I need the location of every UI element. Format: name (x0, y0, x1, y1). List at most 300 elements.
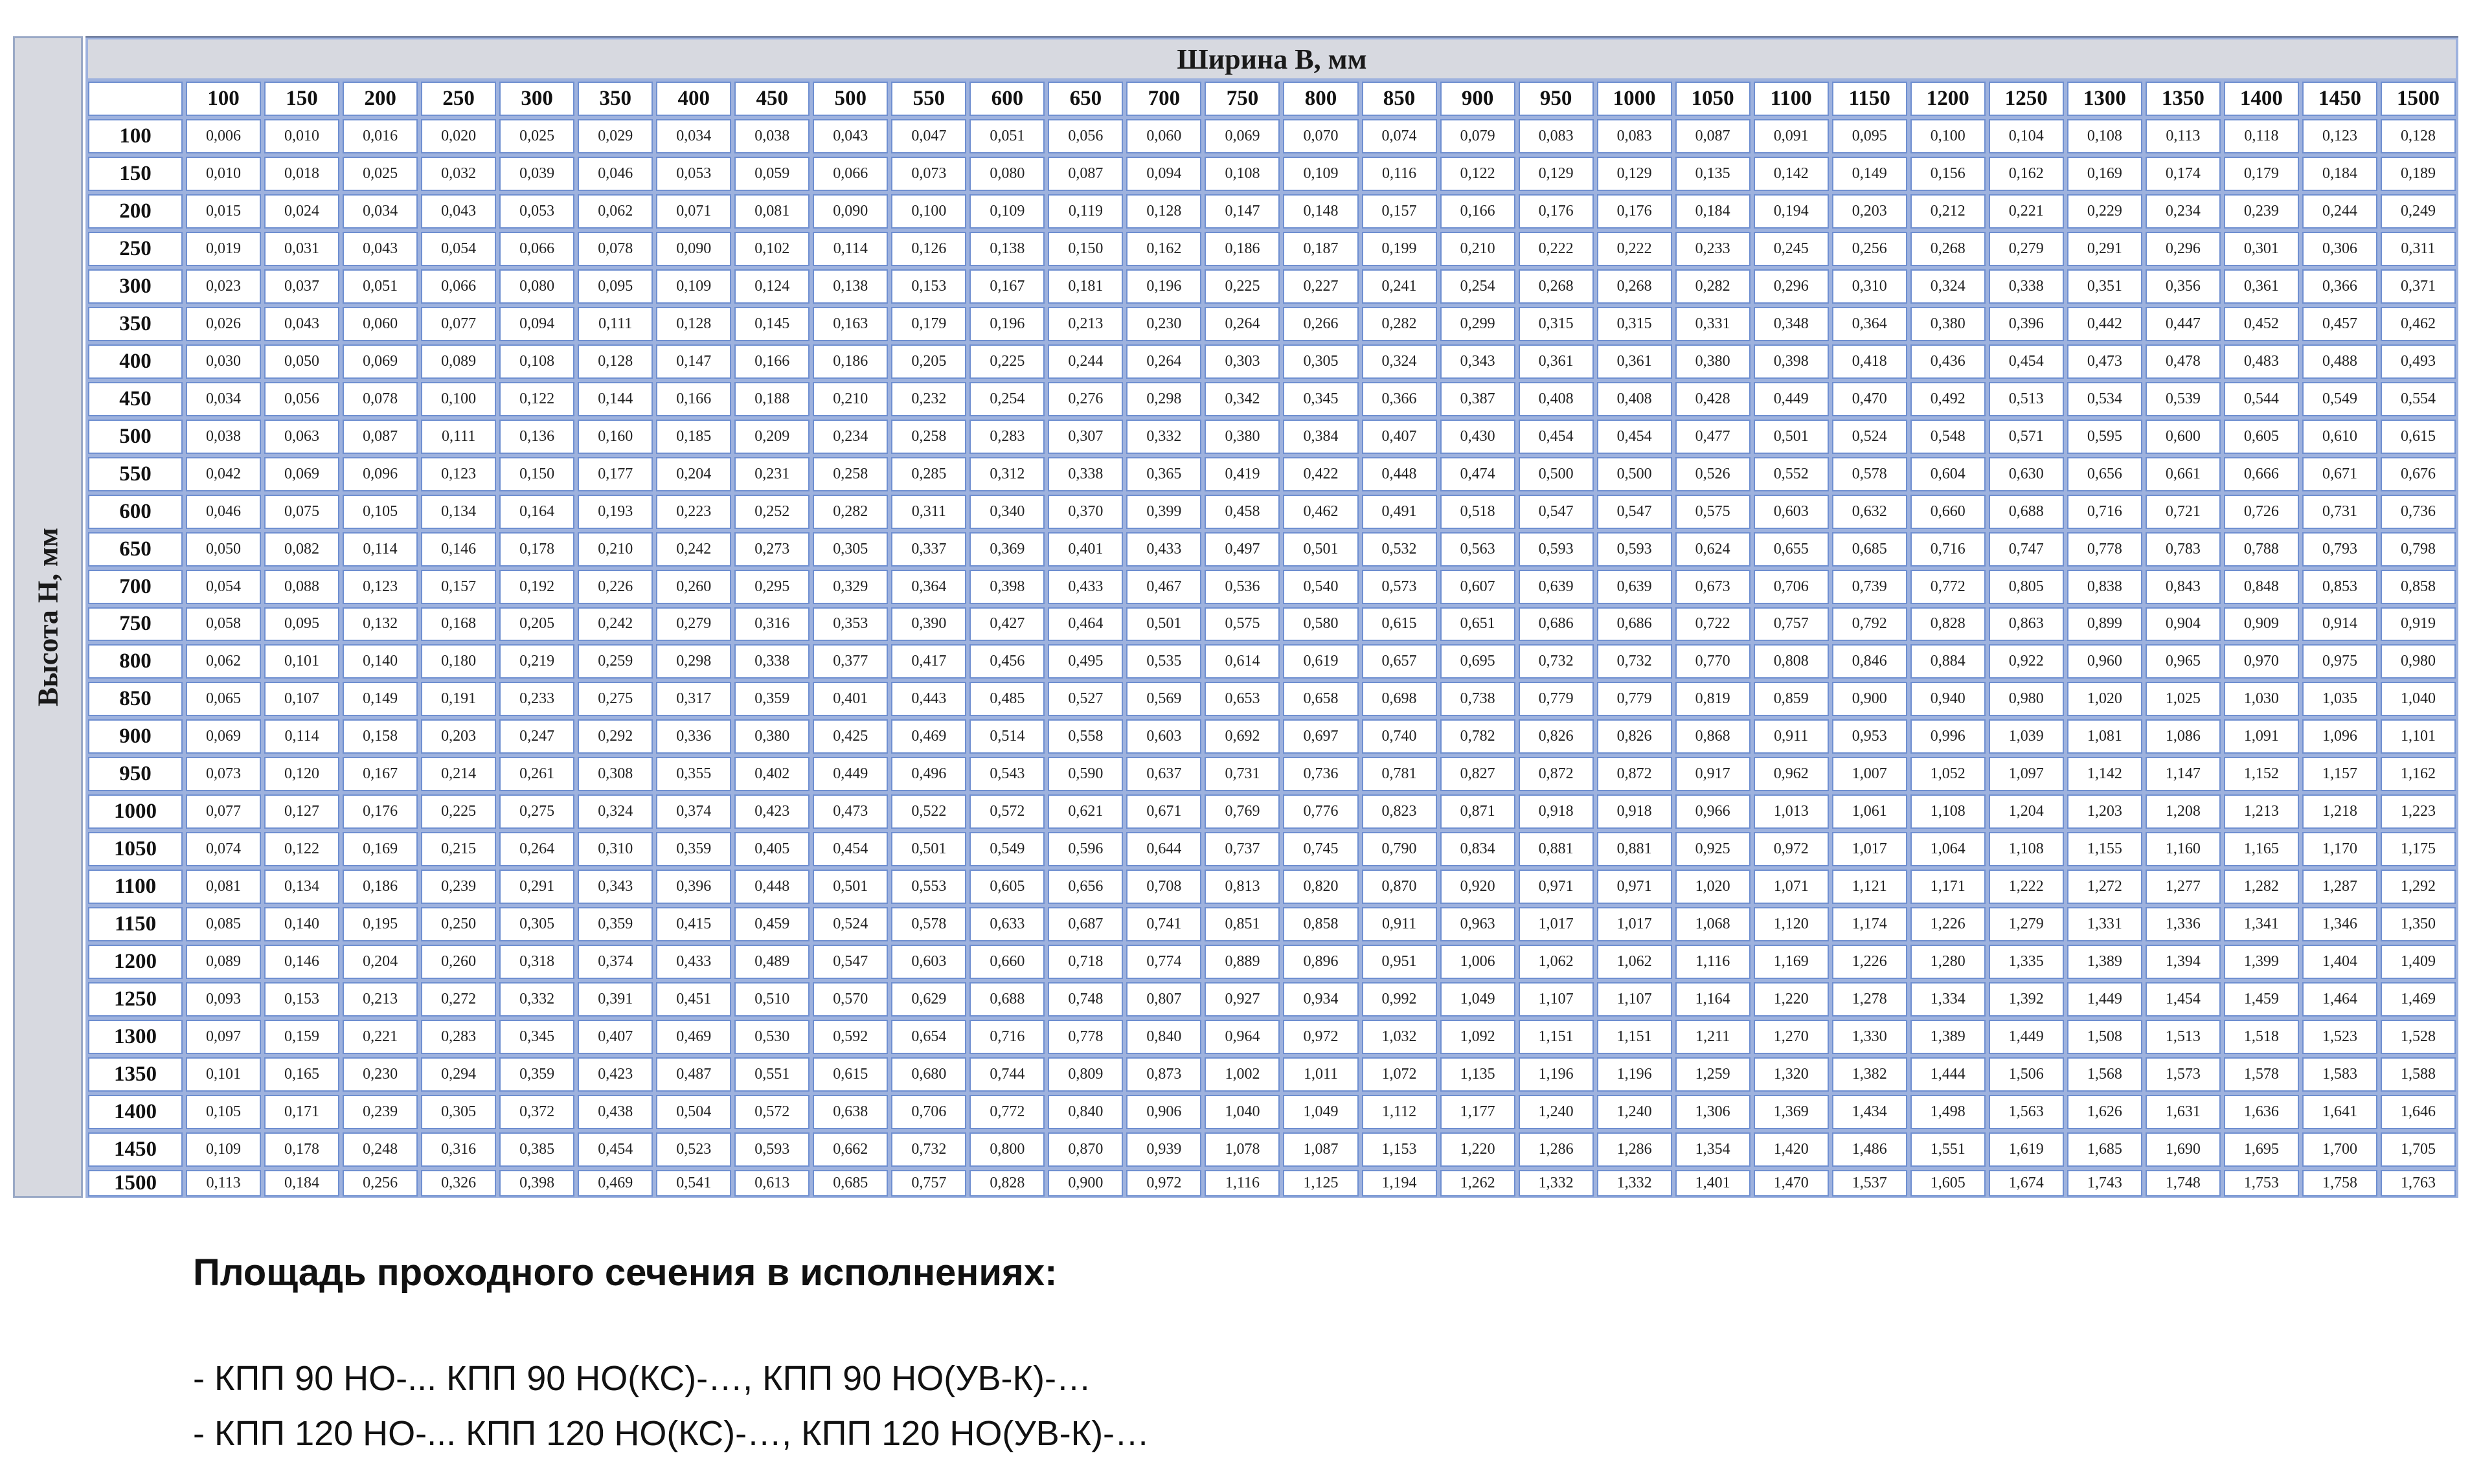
height-header-cell: 750 (88, 607, 183, 642)
area-value-cell: 0,073 (186, 757, 261, 791)
area-value-cell: 0,541 (656, 1170, 731, 1197)
area-value-cell: 0,966 (1675, 794, 1751, 829)
area-value-cell: 0,082 (264, 532, 339, 567)
area-value-cell: 0,029 (578, 119, 653, 153)
area-value-cell: 0,660 (969, 945, 1045, 979)
area-value-cell: 1,705 (2381, 1132, 2456, 1167)
area-value-cell: 0,644 (1126, 832, 1201, 866)
area-value-cell: 0,258 (891, 420, 966, 454)
area-value-cell: 0,089 (421, 344, 496, 379)
area-value-cell: 0,038 (186, 420, 261, 454)
area-value-cell: 0,971 (1519, 870, 1594, 904)
area-value-cell: 0,043 (421, 194, 496, 229)
area-value-cell: 1,039 (1989, 719, 2064, 754)
area-value-cell: 0,501 (1283, 532, 1358, 567)
area-value-cell: 0,655 (1754, 532, 1829, 567)
area-value-cell: 0,108 (499, 344, 574, 379)
area-value-cell: 0,090 (813, 194, 888, 229)
area-value-cell: 0,104 (1989, 119, 2064, 153)
area-value-cell: 0,592 (813, 1020, 888, 1054)
area-value-cell: 0,332 (1126, 420, 1201, 454)
area-value-cell: 0,738 (1440, 682, 1515, 716)
area-value-cell: 0,496 (891, 757, 966, 791)
area-value-cell: 1,078 (1205, 1132, 1280, 1167)
height-header-cell: 950 (88, 757, 183, 791)
area-value-cell: 0,359 (734, 682, 810, 716)
area-value-cell: 0,080 (499, 269, 574, 304)
area-value-cell: 0,095 (264, 607, 339, 642)
area-value-cell: 1,335 (1989, 945, 2064, 979)
area-value-cell: 0,407 (1362, 420, 1437, 454)
area-value-cell: 0,324 (578, 794, 653, 829)
area-value-cell: 0,731 (2302, 495, 2377, 529)
area-value-cell: 0,065 (186, 682, 261, 716)
area-value-cell: 1,160 (2146, 832, 2221, 866)
area-value-cell: 0,018 (264, 157, 339, 191)
width-header-cell: 350 (578, 82, 653, 116)
area-value-cell: 0,107 (264, 682, 339, 716)
area-value-cell: 0,176 (343, 794, 418, 829)
area-value-cell: 1,101 (2381, 719, 2456, 754)
area-value-cell: 0,731 (1205, 757, 1280, 791)
area-value-cell: 1,213 (2224, 794, 2299, 829)
area-value-cell: 0,488 (2302, 344, 2377, 379)
area-value-cell: 1,040 (1205, 1095, 1280, 1129)
area-value-cell: 0,090 (656, 232, 731, 266)
area-value-cell: 1,330 (1832, 1020, 1907, 1054)
area-value-cell: 0,615 (813, 1057, 888, 1092)
area-value-cell: 0,772 (969, 1095, 1045, 1129)
area-value-cell: 0,225 (421, 794, 496, 829)
area-value-cell: 0,146 (421, 532, 496, 567)
area-value-cell: 1,222 (1989, 870, 2064, 904)
area-value-cell: 0,128 (1126, 194, 1201, 229)
area-value-cell: 0,769 (1205, 794, 1280, 829)
area-value-cell: 0,770 (1675, 644, 1751, 679)
area-value-cell: 0,834 (1440, 832, 1515, 866)
area-value-cell: 0,193 (578, 495, 653, 529)
area-value-cell: 0,639 (1519, 570, 1594, 604)
area-value-cell: 1,459 (2224, 982, 2299, 1017)
area-value-cell: 1,068 (1675, 907, 1751, 941)
area-value-cell: 1,498 (1910, 1095, 1986, 1129)
area-value-cell: 1,619 (1989, 1132, 2064, 1167)
area-value-cell: 0,662 (813, 1132, 888, 1167)
area-value-cell: 0,632 (1832, 495, 1907, 529)
area-value-cell: 1,211 (1675, 1020, 1751, 1054)
area-value-cell: 0,059 (734, 157, 810, 191)
area-value-cell: 1,011 (1283, 1057, 1358, 1092)
area-value-cell: 1,062 (1597, 945, 1672, 979)
area-value-cell: 1,685 (2067, 1132, 2142, 1167)
area-value-cell: 0,964 (1205, 1020, 1280, 1054)
area-value-cell: 0,776 (1283, 794, 1358, 829)
area-value-cell: 1,002 (1205, 1057, 1280, 1092)
area-value-cell: 1,282 (2224, 870, 2299, 904)
area-value-cell: 0,214 (421, 757, 496, 791)
area-value-cell: 0,205 (499, 607, 574, 642)
area-value-cell: 1,112 (1362, 1095, 1437, 1129)
area-value-cell: 0,575 (1205, 607, 1280, 642)
area-value-cell: 0,166 (656, 382, 731, 416)
height-header-cell: 550 (88, 457, 183, 491)
area-value-cell: 1,087 (1283, 1132, 1358, 1167)
area-value-cell: 1,523 (2302, 1020, 2377, 1054)
area-value-cell: 0,872 (1519, 757, 1594, 791)
area-value-cell: 1,157 (2302, 757, 2377, 791)
area-value-cell: 0,306 (2302, 232, 2377, 266)
area-value-cell: 1,135 (1440, 1057, 1515, 1092)
area-value-cell: 1,108 (1989, 832, 2064, 866)
area-value-cell: 0,469 (891, 719, 966, 754)
area-value-cell: 0,157 (1362, 194, 1437, 229)
area-value-cell: 0,081 (186, 870, 261, 904)
area-value-cell: 0,454 (1597, 420, 1672, 454)
area-value-cell: 0,593 (1597, 532, 1672, 567)
area-value-cell: 0,716 (1910, 532, 1986, 567)
area-value-cell: 0,345 (1283, 382, 1358, 416)
area-value-cell: 0,732 (891, 1132, 966, 1167)
area-value-cell: 0,239 (343, 1095, 418, 1129)
area-value-cell: 0,233 (1675, 232, 1751, 266)
area-value-cell: 0,807 (1126, 982, 1201, 1017)
area-value-cell: 0,077 (421, 307, 496, 341)
area-value-cell: 0,809 (1048, 1057, 1123, 1092)
area-value-cell: 0,778 (2067, 532, 2142, 567)
area-value-cell: 0,530 (734, 1020, 810, 1054)
area-value-cell: 0,223 (656, 495, 731, 529)
width-header-cell: 1150 (1832, 82, 1907, 116)
area-value-cell: 1,223 (2381, 794, 2456, 829)
area-value-cell: 0,575 (1675, 495, 1751, 529)
area-value-cell: 1,196 (1597, 1057, 1672, 1092)
area-value-cell: 0,129 (1597, 157, 1672, 191)
area-value-cell: 0,025 (343, 157, 418, 191)
area-value-cell: 0,097 (186, 1020, 261, 1054)
area-value-cell: 0,593 (1519, 532, 1594, 567)
area-value-cell: 0,113 (186, 1170, 261, 1197)
area-value-cell: 0,366 (1362, 382, 1437, 416)
area-value-cell: 0,149 (1832, 157, 1907, 191)
area-value-cell: 0,504 (656, 1095, 731, 1129)
area-value-cell: 1,020 (2067, 682, 2142, 716)
area-value-cell: 0,422 (1283, 457, 1358, 491)
area-value-cell: 0,500 (1519, 457, 1594, 491)
area-value-cell: 0,109 (186, 1132, 261, 1167)
area-value-cell: 1,588 (2381, 1057, 2456, 1092)
area-value-cell: 0,553 (891, 870, 966, 904)
area-value-cell: 0,050 (264, 344, 339, 379)
area-value-cell: 0,813 (1205, 870, 1280, 904)
area-value-cell: 0,501 (1126, 607, 1201, 642)
area-value-cell: 0,258 (813, 457, 888, 491)
area-value-cell: 0,828 (1910, 607, 1986, 642)
area-value-cell: 0,658 (1283, 682, 1358, 716)
area-value-cell: 1,278 (1832, 982, 1907, 1017)
area-value-cell: 1,071 (1754, 870, 1829, 904)
area-value-cell: 0,355 (656, 757, 731, 791)
area-value-cell: 0,680 (891, 1057, 966, 1092)
area-value-cell: 1,641 (2302, 1095, 2377, 1129)
area-value-cell: 0,105 (186, 1095, 261, 1129)
area-value-cell: 1,563 (1989, 1095, 2064, 1129)
area-value-cell: 0,192 (499, 570, 574, 604)
area-value-cell: 0,026 (186, 307, 261, 341)
width-header-cell: 450 (734, 82, 810, 116)
area-value-cell: 0,906 (1126, 1095, 1201, 1129)
area-value-cell: 0,122 (264, 832, 339, 866)
area-value-cell: 1,061 (1832, 794, 1907, 829)
area-value-cell: 0,443 (891, 682, 966, 716)
area-value-cell: 0,377 (813, 644, 888, 679)
area-value-cell: 0,231 (734, 457, 810, 491)
width-header-cell: 1250 (1989, 82, 2064, 116)
area-value-cell: 0,500 (1597, 457, 1672, 491)
height-header-cell: 850 (88, 682, 183, 716)
area-value-cell: 1,040 (2381, 682, 2456, 716)
area-value-cell: 0,163 (813, 307, 888, 341)
area-value-cell: 0,226 (578, 570, 653, 604)
area-value-cell: 0,688 (1989, 495, 2064, 529)
height-header-cell: 1500 (88, 1170, 183, 1197)
area-value-cell: 0,275 (499, 794, 574, 829)
area-value-cell: 0,256 (1832, 232, 1907, 266)
area-value-cell: 1,753 (2224, 1170, 2299, 1197)
area-value-cell: 0,783 (2146, 532, 2221, 567)
area-value-cell: 0,204 (343, 945, 418, 979)
area-value-cell: 1,369 (1754, 1095, 1829, 1129)
area-value-cell: 0,066 (421, 269, 496, 304)
area-value-cell: 0,006 (186, 119, 261, 153)
area-value-cell: 1,449 (1989, 1020, 2064, 1054)
width-header-cell: 1400 (2224, 82, 2299, 116)
area-value-cell: 0,686 (1597, 607, 1672, 642)
area-value-cell: 0,316 (734, 607, 810, 642)
area-value-cell: 0,772 (1910, 570, 1986, 604)
area-value-cell: 1,568 (2067, 1057, 2142, 1092)
area-value-cell: 0,415 (656, 907, 731, 941)
area-value-cell: 0,370 (1048, 495, 1123, 529)
area-value-cell: 0,166 (1440, 194, 1515, 229)
area-value-cell: 1,434 (1832, 1095, 1907, 1129)
area-value-cell: 0,165 (264, 1057, 339, 1092)
area-value-cell: 0,239 (2224, 194, 2299, 229)
area-value-cell: 1,220 (1440, 1132, 1515, 1167)
area-value-cell: 0,881 (1519, 832, 1594, 866)
area-value-cell: 0,718 (1048, 945, 1123, 979)
height-axis-label: Высота Н, мм (32, 528, 64, 706)
area-value-cell: 0,291 (499, 870, 574, 904)
area-value-cell: 1,164 (1675, 982, 1751, 1017)
area-value-cell: 0,572 (969, 794, 1045, 829)
area-value-cell: 0,552 (1754, 457, 1829, 491)
area-value-cell: 0,241 (1362, 269, 1437, 304)
area-value-cell: 0,101 (186, 1057, 261, 1092)
area-value-cell: 0,091 (1754, 119, 1829, 153)
area-value-cell: 0,458 (1205, 495, 1280, 529)
area-value-cell: 0,433 (1048, 570, 1123, 604)
area-value-cell: 0,563 (1440, 532, 1515, 567)
area-value-cell: 0,351 (2067, 269, 2142, 304)
height-header-cell: 450 (88, 382, 183, 416)
area-value-cell: 0,185 (656, 420, 731, 454)
area-value-cell: 0,449 (813, 757, 888, 791)
area-value-cell: 0,069 (186, 719, 261, 754)
area-value-cell: 0,062 (578, 194, 653, 229)
area-value-cell: 0,037 (264, 269, 339, 304)
width-header-cell: 250 (421, 82, 496, 116)
area-value-cell: 0,909 (2224, 607, 2299, 642)
area-value-cell: 1,121 (1832, 870, 1907, 904)
area-value-cell: 0,120 (264, 757, 339, 791)
area-value-cell: 0,739 (1832, 570, 1907, 604)
area-value-cell: 0,686 (1519, 607, 1594, 642)
area-value-cell: 0,242 (578, 607, 653, 642)
area-value-cell: 1,401 (1675, 1170, 1751, 1197)
area-value-cell: 1,170 (2302, 832, 2377, 866)
area-value-cell: 0,162 (1989, 157, 2064, 191)
area-value-cell: 0,031 (264, 232, 339, 266)
height-header-cell: 400 (88, 344, 183, 379)
area-value-cell: 0,433 (656, 945, 731, 979)
area-value-cell: 0,087 (343, 420, 418, 454)
area-value-cell: 0,918 (1519, 794, 1594, 829)
area-value-cell: 0,279 (1989, 232, 2064, 266)
area-value-cell: 0,174 (2146, 157, 2221, 191)
area-value-cell: 0,186 (1205, 232, 1280, 266)
area-value-cell: 0,338 (1989, 269, 2064, 304)
area-value-cell: 1,052 (1910, 757, 1986, 791)
area-value-cell: 1,049 (1440, 982, 1515, 1017)
area-value-cell: 0,457 (2302, 307, 2377, 341)
area-value-cell: 1,151 (1597, 1020, 1672, 1054)
area-value-cell: 0,417 (891, 644, 966, 679)
area-value-cell: 0,365 (1126, 457, 1201, 491)
area-value-cell: 0,129 (1519, 157, 1594, 191)
area-value-cell: 0,093 (186, 982, 261, 1017)
area-value-cell: 1,486 (1832, 1132, 1907, 1167)
area-value-cell: 0,166 (734, 344, 810, 379)
area-value-cell: 0,134 (264, 870, 339, 904)
area-value-cell: 0,356 (2146, 269, 2221, 304)
area-value-cell: 0,345 (499, 1020, 574, 1054)
area-value-cell: 0,158 (343, 719, 418, 754)
area-value-cell: 0,510 (734, 982, 810, 1017)
area-value-cell: 0,554 (2381, 382, 2456, 416)
area-value-cell: 0,317 (656, 682, 731, 716)
area-value-cell: 0,128 (578, 344, 653, 379)
area-value-cell: 1,528 (2381, 1020, 2456, 1054)
area-value-cell: 0,732 (1519, 644, 1594, 679)
area-value-cell: 0,524 (813, 907, 888, 941)
area-value-cell: 1,513 (2146, 1020, 2221, 1054)
area-value-cell: 0,536 (1205, 570, 1280, 604)
area-value-cell: 0,473 (813, 794, 888, 829)
area-value-cell: 0,248 (343, 1132, 418, 1167)
area-value-cell: 0,493 (2381, 344, 2456, 379)
area-value-cell: 0,980 (1989, 682, 2064, 716)
area-value-cell: 0,477 (1675, 420, 1751, 454)
width-header-cell: 100 (186, 82, 261, 116)
area-value-cell: 1,240 (1519, 1095, 1594, 1129)
area-value-cell: 0,234 (813, 420, 888, 454)
area-value-cell: 1,346 (2302, 907, 2377, 941)
width-header-cell: 150 (264, 82, 339, 116)
area-value-cell: 0,549 (969, 832, 1045, 866)
area-value-cell: 0,960 (2067, 644, 2142, 679)
area-value-cell: 0,473 (2067, 344, 2142, 379)
area-value-cell: 0,056 (1048, 119, 1123, 153)
height-header-cell: 1050 (88, 832, 183, 866)
area-value-cell: 1,508 (2067, 1020, 2142, 1054)
area-value-cell: 1,240 (1597, 1095, 1672, 1129)
area-value-cell: 0,305 (813, 532, 888, 567)
area-value-cell: 0,372 (499, 1095, 574, 1129)
area-value-cell: 0,716 (2067, 495, 2142, 529)
area-value-cell: 0,478 (2146, 344, 2221, 379)
area-value-cell: 0,010 (186, 157, 261, 191)
area-value-cell: 1,218 (2302, 794, 2377, 829)
area-value-cell: 1,280 (1910, 945, 1986, 979)
area-value-cell: 1,081 (2067, 719, 2142, 754)
area-value-cell: 0,380 (1205, 420, 1280, 454)
area-value-cell: 0,291 (2067, 232, 2142, 266)
area-value-cell: 1,394 (2146, 945, 2221, 979)
area-value-cell: 0,043 (264, 307, 339, 341)
area-value-cell: 1,262 (1440, 1170, 1515, 1197)
area-value-cell: 0,114 (343, 532, 418, 567)
area-value-cell: 1,332 (1519, 1170, 1594, 1197)
area-value-cell: 1,025 (2146, 682, 2221, 716)
area-value-cell: 1,120 (1754, 907, 1829, 941)
area-value-cell: 0,469 (578, 1170, 653, 1197)
area-value-cell: 0,275 (578, 682, 653, 716)
area-value-cell: 0,687 (1048, 907, 1123, 941)
area-value-cell: 0,268 (1519, 269, 1594, 304)
area-value-cell: 0,425 (813, 719, 888, 754)
area-value-cell: 0,452 (2224, 307, 2299, 341)
area-value-cell: 0,423 (578, 1057, 653, 1092)
width-header-cell: 1450 (2302, 82, 2377, 116)
area-value-cell: 0,629 (891, 982, 966, 1017)
area-value-cell: 0,660 (1910, 495, 1986, 529)
area-value-cell: 0,073 (891, 157, 966, 191)
area-value-cell: 0,295 (734, 570, 810, 604)
area-value-cell: 0,318 (499, 945, 574, 979)
area-value-cell: 1,464 (2302, 982, 2377, 1017)
area-value-cell: 1,174 (1832, 907, 1907, 941)
area-value-cell: 0,343 (1440, 344, 1515, 379)
area-value-cell: 0,535 (1126, 644, 1201, 679)
area-value-cell: 0,230 (1126, 307, 1201, 341)
area-value-cell: 1,631 (2146, 1095, 2221, 1129)
area-value-cell: 0,975 (2302, 644, 2377, 679)
area-value-cell: 0,873 (1126, 1057, 1201, 1092)
area-value-cell: 0,736 (1283, 757, 1358, 791)
width-header-cell: 400 (656, 82, 731, 116)
area-value-cell: 1,469 (2381, 982, 2456, 1017)
area-value-cell: 0,222 (1597, 232, 1672, 266)
area-value-cell: 1,107 (1597, 982, 1672, 1017)
area-value-cell: 1,125 (1283, 1170, 1358, 1197)
area-value-cell: 0,859 (1754, 682, 1829, 716)
area-value-cell: 0,673 (1675, 570, 1751, 604)
area-value-cell: 0,398 (969, 570, 1045, 604)
area-value-cell: 0,111 (421, 420, 496, 454)
area-value-cell: 1,392 (1989, 982, 2064, 1017)
area-value-cell: 1,259 (1675, 1057, 1751, 1092)
area-value-cell: 1,748 (2146, 1170, 2221, 1197)
